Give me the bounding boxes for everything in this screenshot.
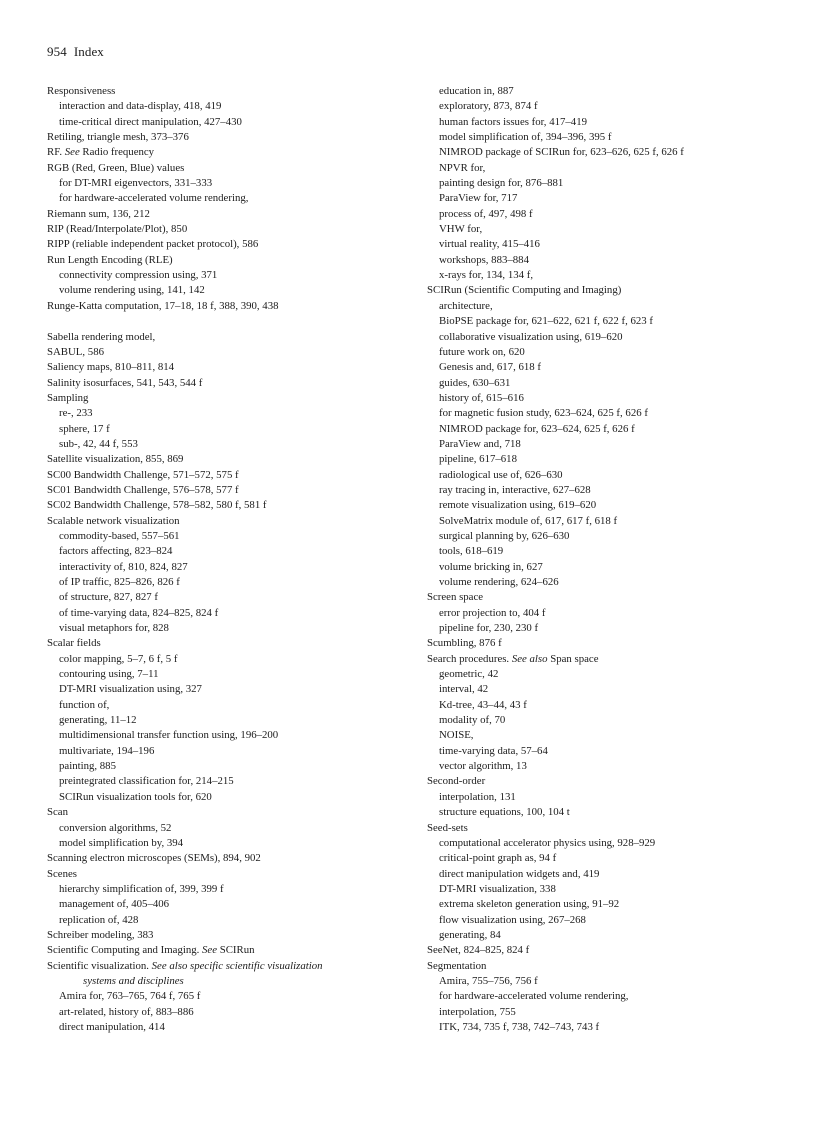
index-subentry: direct manipulation, 414 bbox=[59, 1020, 165, 1033]
section-title: Index bbox=[73, 44, 104, 59]
index-subentry: interpolation, 131 bbox=[439, 790, 516, 803]
index-subentry: x-rays for, 134, 134 f, bbox=[439, 269, 534, 282]
index-subentry: model simplification by, 394 bbox=[59, 836, 184, 849]
index-subentry: SolveMatrix module of, 617, 617 f, 618 f bbox=[439, 514, 618, 527]
index-main-entry: Scan bbox=[47, 806, 68, 819]
index-subentry: pipeline, 617–618 bbox=[439, 453, 517, 466]
index-subentry: management of, 405–406 bbox=[59, 898, 170, 911]
index-subentry: Genesis and, 617, 618 f bbox=[439, 361, 541, 374]
entry-text: Scientific visualization. bbox=[47, 959, 152, 972]
index-subentry: vector algorithm, 13 bbox=[439, 760, 527, 773]
index-subentry: generating, 11–12 bbox=[59, 714, 137, 727]
index-subentry: virtual reality, 415–416 bbox=[439, 238, 540, 251]
index-subentry: re-, 233 bbox=[59, 407, 93, 420]
index-main-entry: SCIRun (Scientific Computing and Imaging) bbox=[427, 284, 622, 297]
index-subentry: ParaView for, 717 bbox=[439, 192, 518, 205]
running-head bbox=[47, 44, 104, 60]
index-main-entry: Schreiber modeling, 383 bbox=[47, 928, 154, 941]
index-subentry: NIMROD package for, 623–624, 625 f, 626 f bbox=[439, 422, 635, 435]
page-number: 954 bbox=[47, 44, 67, 59]
index-subentry: modality of, 70 bbox=[439, 714, 506, 727]
index-subentry: time-varying data, 57–64 bbox=[439, 744, 548, 757]
index-subentry: for hardware-accelerated volume rendering, bbox=[59, 192, 249, 205]
index-subentry: for DT-MRI eigenvectors, 331–333 bbox=[59, 177, 213, 190]
index-main-entry: Run Length Encoding (RLE) bbox=[47, 253, 173, 266]
index-subentry: collaborative visualization using, 619–620 bbox=[439, 330, 623, 343]
index-subentry: color mapping, 5–7, 6 f, 5 f bbox=[59, 652, 178, 665]
index-subentry: of structure, 827, 827 f bbox=[59, 591, 158, 604]
index-main-entry: RIP (Read/Interpolate/Plot), 850 bbox=[47, 223, 188, 236]
index-subentry: Kd-tree, 43–44, 43 f bbox=[439, 698, 527, 711]
index-subentry: volume rendering, 624–626 bbox=[439, 576, 559, 588]
index-subentry: multivariate, 194–196 bbox=[59, 744, 155, 757]
index-main-entry: Runge-Katta computation, 17–18, 18 f, 388, 390, 438 bbox=[47, 299, 279, 312]
index-subentry: NOISE, bbox=[439, 729, 474, 742]
index-main-entry: Seed-sets bbox=[427, 821, 468, 834]
index-subentry: ray tracing in, interactive, 627–628 bbox=[439, 483, 591, 496]
index-subentry: guides, 630–631 bbox=[439, 376, 511, 389]
index-subentry: critical-point graph as, 94 f bbox=[439, 852, 557, 865]
index-subentry: education in, 887 bbox=[439, 85, 514, 97]
index-main-entry bbox=[47, 959, 407, 974]
index-main-entry: RGB (Red, Green, Blue) values bbox=[47, 161, 185, 174]
index-subentry: VHW for, bbox=[439, 223, 483, 236]
index-subentry bbox=[47, 974, 407, 989]
index-main-entry: SABUL, 586 bbox=[47, 345, 104, 358]
index-subentry: for magnetic fusion study, 623–624, 625 f, 626 f bbox=[439, 407, 648, 420]
index-subentry: radiological use of, 626–630 bbox=[439, 468, 563, 481]
index-subentry: Amira for, 763–765, 764 f, 765 f bbox=[59, 990, 201, 1003]
index-subentry: time-critical direct manipulation, 427–430 bbox=[59, 115, 242, 128]
index-main-entry: Saliency maps, 810–811, 814 bbox=[47, 361, 175, 374]
index-subentry: volume rendering using, 141, 142 bbox=[59, 284, 205, 297]
index-main-entry bbox=[47, 943, 407, 958]
index-subentry: sub-, 42, 44 f, 553 bbox=[59, 437, 138, 450]
index-subentry: surgical planning by, 626–630 bbox=[439, 529, 570, 542]
index-subentry: interaction and data-display, 418, 419 bbox=[59, 100, 222, 113]
entry-text: Scientific Computing and Imaging. bbox=[47, 944, 203, 957]
entry-text: Search procedures. bbox=[427, 652, 512, 665]
index-subentry: preintegrated classification for, 214–215 bbox=[59, 775, 234, 788]
index-main-entry: SC02 Bandwidth Challenge, 578–582, 580 f, 581 f bbox=[47, 499, 267, 512]
index-subentry: history of, 615–616 bbox=[439, 391, 524, 404]
index-subentry: painting, 885 bbox=[59, 760, 116, 773]
cross-reference-text: See bbox=[64, 146, 80, 159]
index-subentry: replication of, 428 bbox=[59, 913, 139, 926]
index-subentry: factors affecting, 823–824 bbox=[59, 545, 173, 558]
index-subentry: error projection to, 404 f bbox=[439, 606, 546, 619]
index-subentry: function of, bbox=[59, 698, 110, 711]
index-subentry: interval, 42 bbox=[439, 683, 489, 696]
index-main-entry: Segmentation bbox=[427, 959, 487, 972]
index-subentry: extrema skeleton generation using, 91–92 bbox=[439, 898, 620, 911]
entry-text: RF. bbox=[47, 146, 65, 159]
index-column-right bbox=[427, 84, 787, 1035]
index-subentry: SCIRun visualization tools for, 620 bbox=[59, 790, 212, 803]
index-subentry: human factors issues for, 417–419 bbox=[439, 115, 587, 128]
index-subentry: for hardware-accelerated volume rendering, bbox=[439, 990, 629, 1003]
index-subentry: geometric, 42 bbox=[439, 668, 499, 681]
index-subentry: computational accelerator physics using, 928–929 bbox=[439, 836, 656, 849]
index-subentry: interpolation, 755 bbox=[439, 1005, 516, 1018]
index-main-entry: Retiling, triangle mesh, 373–376 bbox=[47, 131, 189, 144]
index-subentry: NPVR for, bbox=[439, 161, 486, 174]
index-main-entry: Scumbling, 876 f bbox=[427, 637, 502, 650]
index-subentry: contouring using, 7–11 bbox=[59, 668, 159, 681]
index-subentry: remote visualization using, 619–620 bbox=[439, 499, 597, 512]
cross-reference-text: See also bbox=[511, 652, 548, 665]
index-main-entry: SC01 Bandwidth Challenge, 576–578, 577 f bbox=[47, 483, 239, 496]
index-subentry: generating, 84 bbox=[439, 928, 501, 941]
index-subentry: art-related, history of, 883–886 bbox=[59, 1005, 194, 1018]
index-subentry: ParaView and, 718 bbox=[439, 437, 521, 450]
index-subentry: DT-MRI visualization, 338 bbox=[439, 882, 556, 895]
index-main-entry: RIPP (reliable independent packet protocol), 586 bbox=[47, 238, 259, 251]
index-main-entry: Riemann sum, 136, 212 bbox=[47, 207, 150, 220]
index-subentry: visual metaphors for, 828 bbox=[59, 622, 169, 635]
cross-reference-text: See also specific scientific visualization bbox=[151, 959, 323, 972]
index-subentry: Amira, 755–756, 756 f bbox=[439, 974, 538, 987]
index-subentry: model simplification of, 394–396, 395 f bbox=[439, 131, 612, 144]
index-main-entry: Responsiveness bbox=[47, 85, 116, 97]
index-main-entry: Satellite visualization, 855, 869 bbox=[47, 453, 184, 466]
index-subentry: of time-varying data, 824–825, 824 f bbox=[59, 606, 219, 619]
index-subentry: painting design for, 876–881 bbox=[439, 177, 564, 190]
index-main-entry: SeeNet, 824–825, 824 f bbox=[427, 944, 530, 957]
index-subentry: architecture, bbox=[439, 299, 493, 312]
index-main-entry: Screen space bbox=[427, 591, 484, 604]
index-main-entry: SC00 Bandwidth Challenge, 571–572, 575 f bbox=[47, 468, 239, 481]
index-subentry: future work on, 620 bbox=[439, 345, 525, 358]
index-subentry: ITK, 734, 735 f, 738, 742–743, 743 f bbox=[439, 1020, 600, 1033]
index-subentry: structure equations, 100, 104 t bbox=[439, 806, 570, 819]
index-subentry: DT-MRI visualization using, 327 bbox=[59, 683, 202, 696]
index-subentry: BioPSE package for, 621–622, 621 f, 622 f, 623 f bbox=[439, 315, 653, 328]
index-main-entry bbox=[427, 652, 787, 667]
index-subentry: direct manipulation widgets and, 419 bbox=[439, 867, 600, 880]
index-subentry: connectivity compression using, 371 bbox=[59, 269, 218, 282]
index-subentry: of IP traffic, 825–826, 826 f bbox=[59, 576, 180, 588]
index-main-entry: Salinity isosurfaces, 541, 543, 544 f bbox=[47, 376, 203, 389]
cross-reference-text: systems and disciplines bbox=[83, 974, 184, 987]
index-main-entry: Scalar fields bbox=[47, 637, 101, 650]
entry-text: SCIRun bbox=[217, 944, 255, 957]
index-subentry: pipeline for, 230, 230 f bbox=[439, 622, 539, 635]
index-subentry: interactivity of, 810, 824, 827 bbox=[59, 560, 188, 573]
index-main-entry: Second-order bbox=[427, 775, 486, 788]
index-subentry: commodity-based, 557–561 bbox=[59, 529, 180, 542]
index-main-entry: Sampling bbox=[47, 391, 89, 404]
index-subentry: workshops, 883–884 bbox=[439, 253, 529, 266]
index-subentry: exploratory, 873, 874 f bbox=[439, 100, 538, 113]
index-subentry: multidimensional transfer function using, 196–200 bbox=[59, 729, 279, 742]
index-subentry: NIMROD package of SCIRun for, 623–626, 625 f, 626 f bbox=[439, 146, 684, 159]
index-main-entry: Scanning electron microscopes (SEMs), 894, 902 bbox=[47, 852, 261, 865]
index-main-entry: Scenes bbox=[47, 867, 77, 880]
index-subentry: conversion algorithms, 52 bbox=[59, 821, 172, 834]
index-gap bbox=[47, 314, 407, 329]
index-main-entry: Scalable network visualization bbox=[47, 514, 180, 527]
index-main-entry bbox=[47, 145, 407, 160]
index-subentry: hierarchy simplification of, 399, 399 f bbox=[59, 882, 224, 895]
entry-text: Radio frequency bbox=[79, 146, 155, 159]
cross-reference-text: See bbox=[202, 944, 218, 957]
entry-text: Span space bbox=[547, 652, 599, 665]
index-subentry: sphere, 17 f bbox=[59, 422, 110, 435]
index-subentry: flow visualization using, 267–268 bbox=[439, 913, 586, 926]
index-subentry: volume bricking in, 627 bbox=[439, 560, 543, 573]
index-column-left bbox=[47, 84, 407, 1035]
index-subentry: process of, 497, 498 f bbox=[439, 207, 533, 220]
index-subentry: tools, 618–619 bbox=[439, 545, 504, 558]
index-main-entry: Sabella rendering model, bbox=[47, 330, 156, 343]
